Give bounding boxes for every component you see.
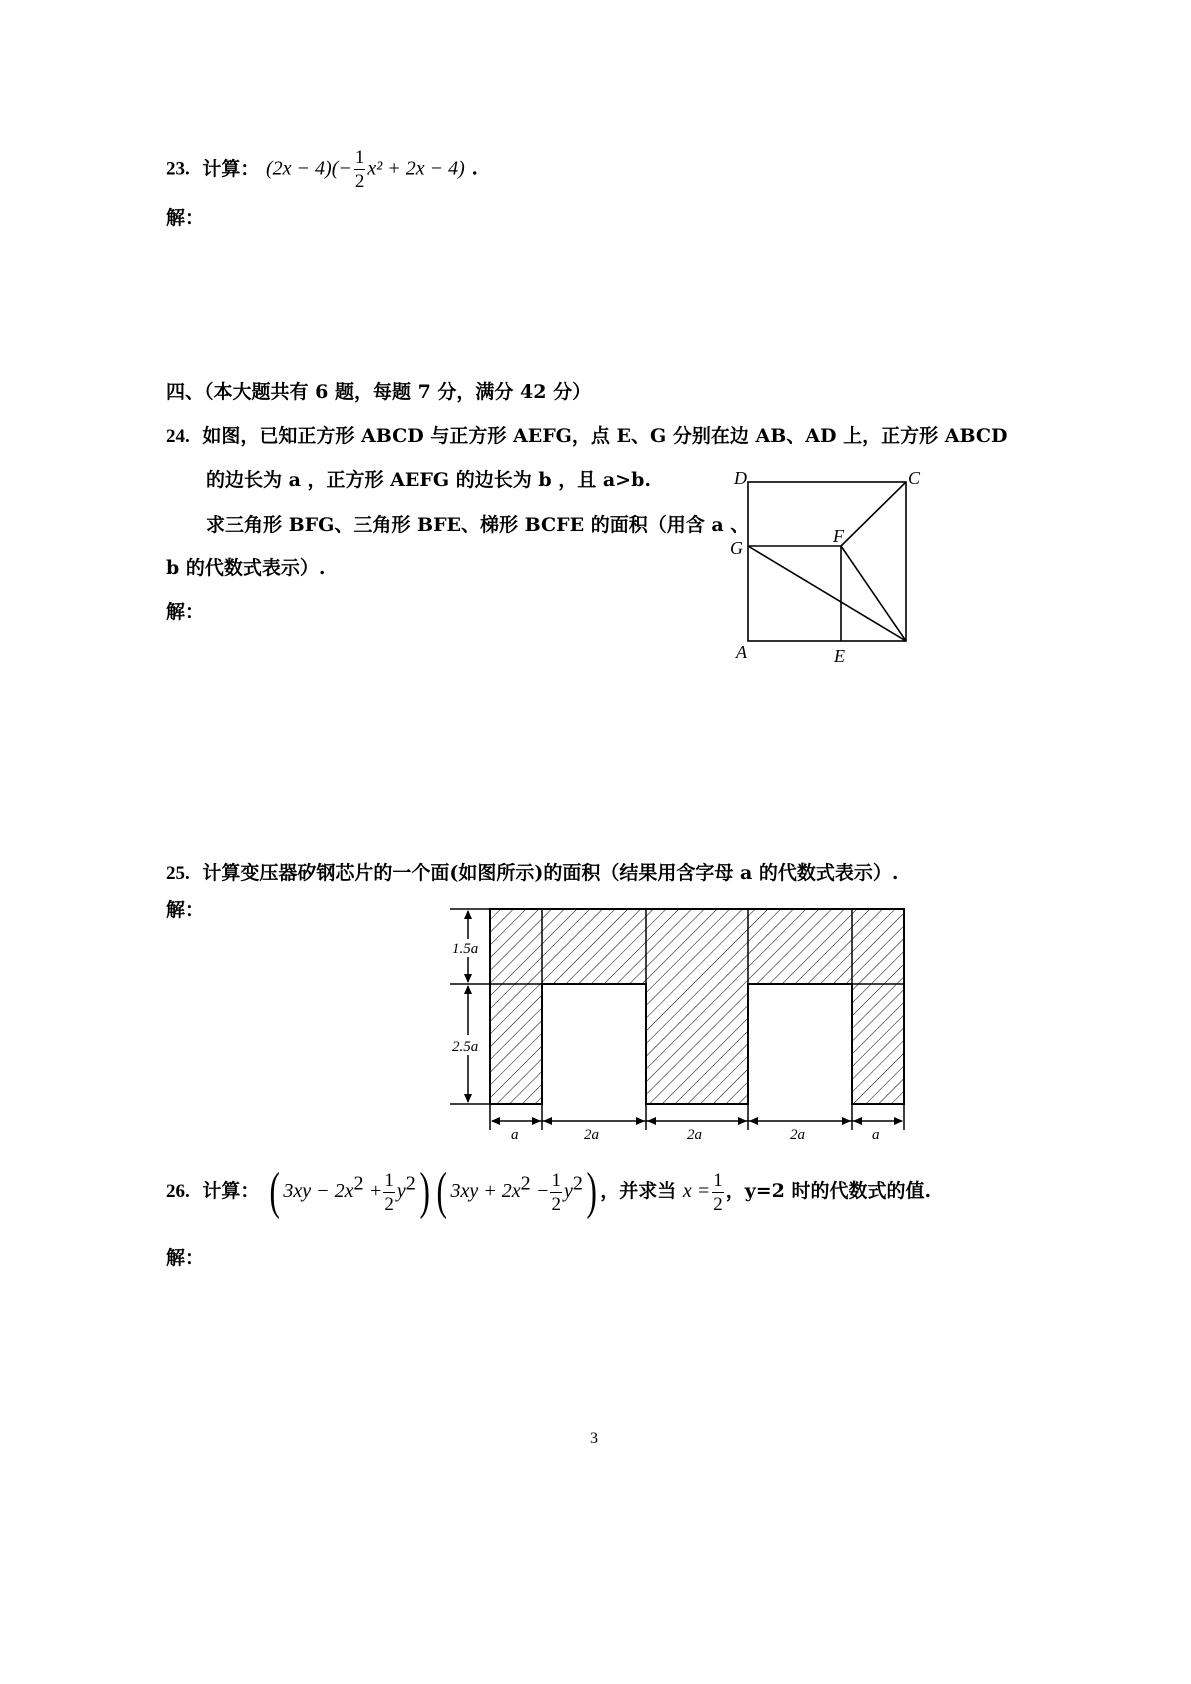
question-23: [166, 148, 478, 191]
q23-frac-num: 1: [354, 147, 365, 168]
q26-number: 26.: [166, 1181, 190, 1202]
q23-expr-left: (2x − 4)(−: [266, 157, 352, 180]
paren-close-1: ): [419, 1163, 430, 1220]
section-4-heading: 四、（本大题共有 6 题，每题 7 分，满分 42 分）: [166, 381, 592, 403]
dim-1-5a: 1.5a: [452, 941, 479, 957]
q24-line3: 求三角形 BFG、三角形 BFE、梯形 BCFE 的面积（用含 a 、: [206, 514, 750, 536]
q23-frac-den: 2: [354, 171, 365, 192]
core-shape: [490, 909, 904, 1104]
q23-fraction: [354, 148, 366, 191]
dim-h-4: a: [872, 1127, 880, 1143]
segment-fc: [841, 482, 906, 546]
q25-text: 计算变压器矽钢芯片的一个面(如图所示)的面积（结果用含字母 a 的代数式表示）.: [202, 862, 899, 884]
q26-prompt: 计算：: [202, 1180, 260, 1202]
label-g: G: [730, 538, 743, 558]
q23-answer-label: 解：: [166, 207, 205, 229]
dim-h-0: a: [511, 1127, 519, 1143]
dim-h-1: 2a: [584, 1127, 599, 1143]
q26-frac-1: $\frac{1}{2}$: [384, 1169, 394, 1215]
q25-number: 25.: [166, 863, 190, 884]
q26-p1a: 3xy − 2x: [283, 1180, 354, 1202]
paren-close-2: ): [586, 1163, 597, 1220]
q24-square-figure: [720, 460, 940, 675]
dim-h-2: 2a: [687, 1127, 702, 1143]
q26-frac-3: $\frac{1}{2}$: [713, 1169, 723, 1215]
q26-p2a: 3xy + 2x: [450, 1180, 521, 1202]
question-26: 26. 计算： ( $3xy - 2x^2$ + $\frac{1}{2}$ $y^2$) ( $3xy + 2x^2$ − $\frac{1}{2}$ $y^2$) ，并求当 x = $\frac{1}{2}$ ，y=2 时的代数式的值.: [166, 1163, 932, 1220]
q26-p1c: y: [396, 1180, 406, 1202]
label-d: D: [734, 468, 747, 488]
q23-number: 23.: [166, 158, 190, 180]
q25-core-figure: [438, 895, 918, 1145]
segment-gb: [748, 546, 906, 641]
q26-answer-label: 解：: [166, 1247, 205, 1269]
q24-answer-label: 解：: [166, 601, 205, 623]
q24-line1-text: 如图，已知正方形 ABCD 与正方形 AEFG，点 E、G 分别在边 AB、AD 上，正方形 ABCD: [202, 425, 1008, 447]
q26-p1b: +: [370, 1180, 382, 1202]
q26-tail: ，y=2 时的代数式的值.: [725, 1180, 932, 1202]
label-e: E: [834, 646, 845, 666]
q26-mid: ，并求当: [600, 1180, 677, 1202]
q23-expr-right: x² + 2x − 4): [367, 157, 465, 180]
paren-open-2: (: [436, 1163, 447, 1220]
q26-p2c: y: [563, 1180, 573, 1202]
q23-end: .: [471, 157, 479, 180]
dim-2-5a: 2.5a: [452, 1039, 479, 1055]
label-f: F: [833, 526, 844, 546]
question-24-line1: [166, 421, 1007, 448]
label-a: A: [736, 642, 747, 662]
q24-number: 24.: [166, 426, 190, 447]
q24-line4: b 的代数式表示）.: [166, 557, 326, 579]
page-number: 3: [590, 1430, 598, 1447]
q26-frac-2: $\frac{1}{2}$: [551, 1169, 561, 1215]
segment-fb: [841, 546, 906, 641]
q26-p2b: −: [537, 1180, 549, 1202]
q26-xeq: x =: [682, 1180, 711, 1202]
q23-prompt: 计算：: [202, 157, 260, 180]
q25-answer-label: 解：: [166, 899, 205, 921]
question-25: [166, 858, 899, 885]
dim-h-3: 2a: [790, 1127, 805, 1143]
q24-line2: 的边长为 a ，正方形 AEFG 的边长为 b ，且 a>b.: [206, 469, 651, 491]
label-c: C: [908, 468, 921, 488]
paren-open-1: (: [269, 1163, 280, 1220]
